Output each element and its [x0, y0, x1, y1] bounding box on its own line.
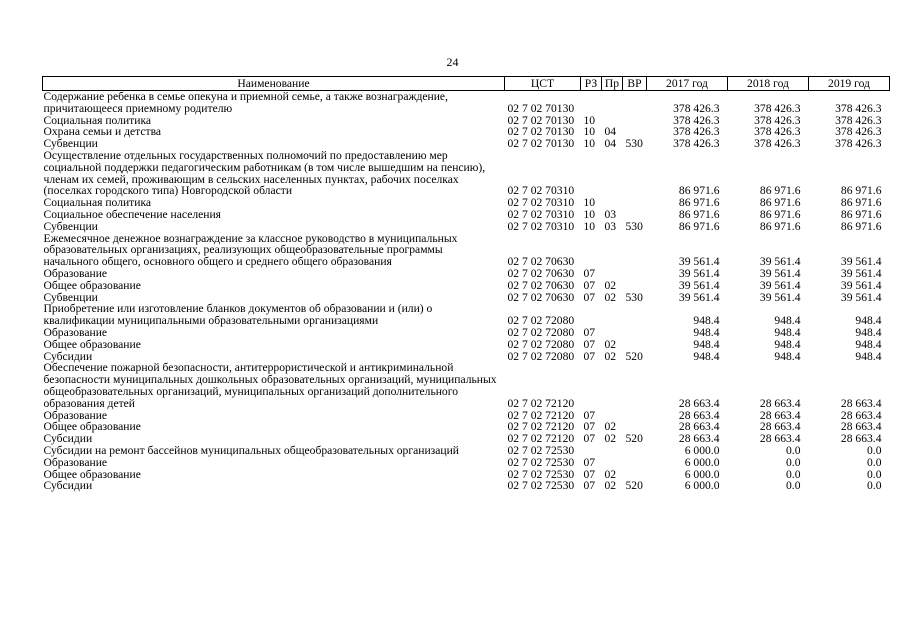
cell-vr	[623, 362, 647, 409]
cell-2018: 378 426.3	[754, 125, 801, 139]
cell-2017: 28 663.4	[678, 420, 720, 434]
cell-2017: 28 663.4	[678, 408, 720, 422]
cell-2019: 378 426.3	[835, 125, 882, 139]
cell-2017: 6 000.0	[684, 467, 720, 481]
cell-rz	[581, 303, 602, 327]
table-row	[43, 268, 890, 280]
cell-pr	[602, 303, 623, 327]
cell-vr	[623, 233, 647, 268]
cell-pr: 04	[604, 125, 617, 139]
cell-cst: 02 7 02 72530	[507, 455, 575, 469]
cell-rz	[581, 445, 602, 457]
cell-rz: 07	[583, 290, 596, 304]
cell-pr: 02	[604, 337, 617, 351]
cell-2018: 378 426.3	[754, 113, 801, 127]
cell-pr: 02	[604, 432, 617, 446]
cell-2018: 86 971.6	[759, 207, 801, 221]
cell-cst: 02 7 02 72120	[507, 396, 575, 410]
cell-vr	[623, 457, 647, 469]
cell-2018: 0.0	[786, 443, 801, 457]
cell-vr: 530	[625, 137, 643, 151]
cell-pr: 02	[604, 290, 617, 304]
table-row	[43, 362, 890, 409]
cell-vr	[623, 327, 647, 339]
cell-name: Осуществление отдельных государственных полномочий по предоставлению мер социальной поддержки педагогическим работникам (в том числе вышедшим на пенсию), членам их семей, проживающим в сельских населенных пунктах, рабочих поселках (поселках городского типа) Новгородской области	[43, 148, 486, 198]
header-cst: ЦСТ	[505, 77, 581, 91]
cell-cst: 02 7 02 72080	[507, 325, 575, 339]
cell-2018: 86 971.6	[759, 196, 801, 210]
cell-cst: 02 7 02 72530	[507, 467, 575, 481]
cell-name: Субсидии	[43, 479, 93, 493]
cell-2019: 39 561.4	[840, 290, 882, 304]
cell-2019: 378 426.3	[835, 113, 882, 127]
cell-2019: 86 971.6	[840, 196, 882, 210]
cell-2017: 948.4	[693, 314, 720, 328]
cell-2019: 86 971.6	[840, 184, 882, 198]
cell-2019: 0.0	[867, 443, 882, 457]
cell-vr	[623, 197, 647, 209]
cell-name: Субсидии	[43, 432, 93, 446]
cell-vr: 520	[625, 479, 643, 493]
cell-rz: 10	[583, 207, 596, 221]
cell-name: Общее образование	[43, 337, 141, 351]
cell-2017: 378 426.3	[673, 113, 720, 127]
cell-2018: 28 663.4	[759, 396, 801, 410]
table-row	[43, 339, 890, 351]
cell-2018: 28 663.4	[759, 420, 801, 434]
cell-cst: 02 7 02 70630	[507, 255, 575, 269]
cell-2017: 39 561.4	[678, 290, 720, 304]
cell-name: Образование	[43, 266, 108, 280]
cell-2019: 0.0	[867, 455, 882, 469]
cell-2019: 378 426.3	[835, 101, 882, 115]
table-row	[43, 209, 890, 221]
cell-2019: 378 426.3	[835, 137, 882, 151]
header-vr: ВР	[623, 77, 647, 91]
cell-rz: 10	[583, 113, 596, 127]
cell-name: Ежемесячное денежное вознаграждение за классное руководство в муниципальных образовательных организациях, реализующих общеобразовательные программы начального общего, основного общего и среднего общего образования	[43, 231, 458, 269]
cell-cst: 02 7 02 72120	[507, 420, 575, 434]
cell-rz: 10	[583, 219, 596, 233]
cell-pr	[602, 91, 623, 115]
table-row	[43, 457, 890, 469]
table-row	[43, 221, 890, 233]
cell-pr	[602, 150, 623, 197]
cell-name: Субвенции	[43, 137, 98, 151]
table-row	[43, 469, 890, 481]
cell-name: Субвенции	[43, 290, 98, 304]
cell-rz	[581, 233, 602, 268]
cell-2017: 86 971.6	[678, 196, 720, 210]
cell-2017: 948.4	[693, 349, 720, 363]
header-2019: 2019 год	[809, 77, 890, 91]
cell-rz: 10	[583, 196, 596, 210]
cell-rz: 07	[583, 349, 596, 363]
cell-cst: 02 7 02 72080	[507, 337, 575, 351]
cell-2018: 39 561.4	[759, 290, 801, 304]
cell-2018: 0.0	[786, 455, 801, 469]
cell-2017: 378 426.3	[673, 101, 720, 115]
cell-cst: 02 7 02 72120	[507, 408, 575, 422]
cell-pr: 02	[604, 420, 617, 434]
cell-rz: 07	[583, 432, 596, 446]
header-2018: 2018 год	[728, 77, 809, 91]
cell-cst: 02 7 02 70310	[507, 184, 575, 198]
cell-rz: 07	[583, 420, 596, 434]
cell-cst: 02 7 02 70130	[507, 101, 575, 115]
cell-vr	[623, 268, 647, 280]
cell-pr: 02	[604, 479, 617, 493]
cell-2018: 39 561.4	[759, 266, 801, 280]
cell-rz: 10	[583, 137, 596, 151]
cell-name: Обеспечение пожарной безопасности, антитеррористической и антикриминальной безопасности муниципальных дошкольных образовательных организаций, муниципальных общеобразовательных организаций, муниципальных организаций дополнительного образования детей	[43, 361, 497, 410]
cell-pr	[602, 457, 623, 469]
header-pr: Пр	[602, 77, 623, 91]
cell-2018: 948.4	[774, 314, 801, 328]
cell-2019: 28 663.4	[840, 396, 882, 410]
cell-2019: 948.4	[855, 314, 882, 328]
cell-2019: 86 971.6	[840, 207, 882, 221]
cell-2017: 948.4	[693, 325, 720, 339]
cell-pr: 03	[604, 207, 617, 221]
cell-rz	[581, 150, 602, 197]
cell-2017: 6 000.0	[684, 455, 720, 469]
cell-pr	[602, 445, 623, 457]
cell-cst: 02 7 02 70310	[507, 196, 575, 210]
cell-vr: 520	[625, 349, 643, 363]
cell-name: Образование	[43, 455, 108, 469]
header-name: Наименование	[43, 77, 505, 91]
cell-2017: 378 426.3	[673, 125, 720, 139]
cell-cst: 02 7 02 70630	[507, 278, 575, 292]
cell-2018: 378 426.3	[754, 137, 801, 151]
cell-2017: 28 663.4	[678, 432, 720, 446]
cell-2019: 39 561.4	[840, 278, 882, 292]
cell-rz	[581, 91, 602, 115]
cell-rz: 07	[583, 266, 596, 280]
cell-vr	[623, 410, 647, 422]
cell-pr: 03	[604, 219, 617, 233]
cell-name: Содержание ребенка в семье опекуна и приемной семье, а также вознаграждение, причитающееся приемному родителю	[43, 90, 448, 115]
cell-2018: 948.4	[774, 337, 801, 351]
cell-2018: 0.0	[786, 479, 801, 493]
cell-rz: 07	[583, 467, 596, 481]
header-row	[43, 77, 890, 91]
cell-rz: 07	[583, 325, 596, 339]
cell-2019: 28 663.4	[840, 408, 882, 422]
cell-name: Общее образование	[43, 278, 141, 292]
cell-cst: 02 7 02 72080	[507, 314, 575, 328]
cell-cst: 02 7 02 72120	[507, 432, 575, 446]
cell-cst: 02 7 02 70630	[507, 266, 575, 280]
cell-2018: 86 971.6	[759, 184, 801, 198]
cell-vr	[623, 115, 647, 127]
table-row	[43, 327, 890, 339]
cell-rz	[581, 362, 602, 409]
cell-2018: 0.0	[786, 467, 801, 481]
header-2017: 2017 год	[647, 77, 728, 91]
table-row	[43, 303, 890, 327]
cell-2019: 39 561.4	[840, 266, 882, 280]
cell-cst: 02 7 02 70130	[507, 125, 575, 139]
table-row	[43, 445, 890, 457]
table-row	[43, 280, 890, 292]
cell-pr: 02	[604, 467, 617, 481]
cell-cst: 02 7 02 70310	[507, 207, 575, 221]
cell-pr	[602, 268, 623, 280]
cell-name: Социальная политика	[43, 113, 152, 127]
cell-cst: 02 7 02 70310	[507, 219, 575, 233]
cell-rz: 07	[583, 479, 596, 493]
cell-rz: 07	[583, 278, 596, 292]
table-body	[43, 91, 890, 493]
cell-name: Охрана семьи и детства	[43, 125, 162, 139]
table-row	[43, 480, 890, 492]
cell-vr	[623, 209, 647, 221]
cell-pr	[602, 233, 623, 268]
cell-2017: 86 971.6	[678, 184, 720, 198]
cell-2017: 948.4	[693, 337, 720, 351]
cell-cst: 02 7 02 72530	[507, 479, 575, 493]
cell-rz: 07	[583, 337, 596, 351]
table-row	[43, 150, 890, 197]
cell-2018: 28 663.4	[759, 432, 801, 446]
cell-name: Общее образование	[43, 467, 141, 481]
cell-rz: 10	[583, 125, 596, 139]
cell-2019: 948.4	[855, 337, 882, 351]
cell-2019: 28 663.4	[840, 420, 882, 434]
cell-2017: 6 000.0	[684, 479, 720, 493]
cell-2018: 378 426.3	[754, 101, 801, 115]
cell-name: Социальная политика	[43, 196, 152, 210]
cell-2017: 39 561.4	[678, 266, 720, 280]
budget-table	[42, 76, 890, 492]
cell-vr	[623, 150, 647, 197]
cell-2017: 378 426.3	[673, 137, 720, 151]
table-row	[43, 91, 890, 115]
cell-pr: 02	[604, 278, 617, 292]
cell-2018: 948.4	[774, 325, 801, 339]
cell-2017: 86 971.6	[678, 207, 720, 221]
cell-2019: 0.0	[867, 467, 882, 481]
cell-name: Образование	[43, 325, 108, 339]
cell-name: Субвенции	[43, 219, 98, 233]
cell-2018: 86 971.6	[759, 219, 801, 233]
header-rz: РЗ	[581, 77, 602, 91]
cell-2017: 39 561.4	[678, 255, 720, 269]
cell-rz: 07	[583, 408, 596, 422]
cell-name: Субсидии на ремонт бассейнов муниципальных общеобразовательных организаций	[43, 443, 460, 457]
cell-name: Образование	[43, 408, 108, 422]
cell-vr	[623, 303, 647, 327]
cell-pr	[602, 362, 623, 409]
cell-2019: 28 663.4	[840, 432, 882, 446]
cell-name: Приобретение или изготовление бланков документов об образовании и (или) о квалификации муниципальными образовательными организациями	[43, 302, 433, 328]
cell-vr	[623, 339, 647, 351]
cell-2017: 39 561.4	[678, 278, 720, 292]
cell-name: Общее образование	[43, 420, 141, 434]
cell-vr: 530	[625, 219, 643, 233]
cell-rz: 07	[583, 455, 596, 469]
cell-2018: 948.4	[774, 349, 801, 363]
cell-cst: 02 7 02 70130	[507, 113, 575, 127]
cell-vr	[623, 91, 647, 115]
cell-vr	[623, 280, 647, 292]
cell-2019: 86 971.6	[840, 219, 882, 233]
cell-vr: 520	[625, 432, 643, 446]
cell-2019: 948.4	[855, 325, 882, 339]
cell-2018: 39 561.4	[759, 255, 801, 269]
cell-2017: 6 000.0	[684, 443, 720, 457]
cell-cst: 02 7 02 70130	[507, 137, 575, 151]
cell-cst: 02 7 02 72530	[507, 443, 575, 457]
table-row	[43, 233, 890, 268]
cell-vr: 530	[625, 290, 643, 304]
cell-2018: 28 663.4	[759, 408, 801, 422]
cell-2019: 39 561.4	[840, 255, 882, 269]
cell-pr: 04	[604, 137, 617, 151]
cell-cst: 02 7 02 70630	[507, 290, 575, 304]
cell-2017: 28 663.4	[678, 396, 720, 410]
cell-2018: 39 561.4	[759, 278, 801, 292]
cell-vr	[623, 445, 647, 457]
cell-name: Социальное обеспечение населения	[43, 207, 222, 221]
table-header	[43, 77, 890, 91]
cell-cst: 02 7 02 72080	[507, 349, 575, 363]
cell-2017: 86 971.6	[678, 219, 720, 233]
cell-name: Субсидии	[43, 349, 93, 363]
cell-2019: 948.4	[855, 349, 882, 363]
cell-pr: 02	[604, 349, 617, 363]
cell-pr	[602, 327, 623, 339]
cell-2019: 0.0	[867, 479, 882, 493]
page-number: 24	[446, 55, 459, 69]
